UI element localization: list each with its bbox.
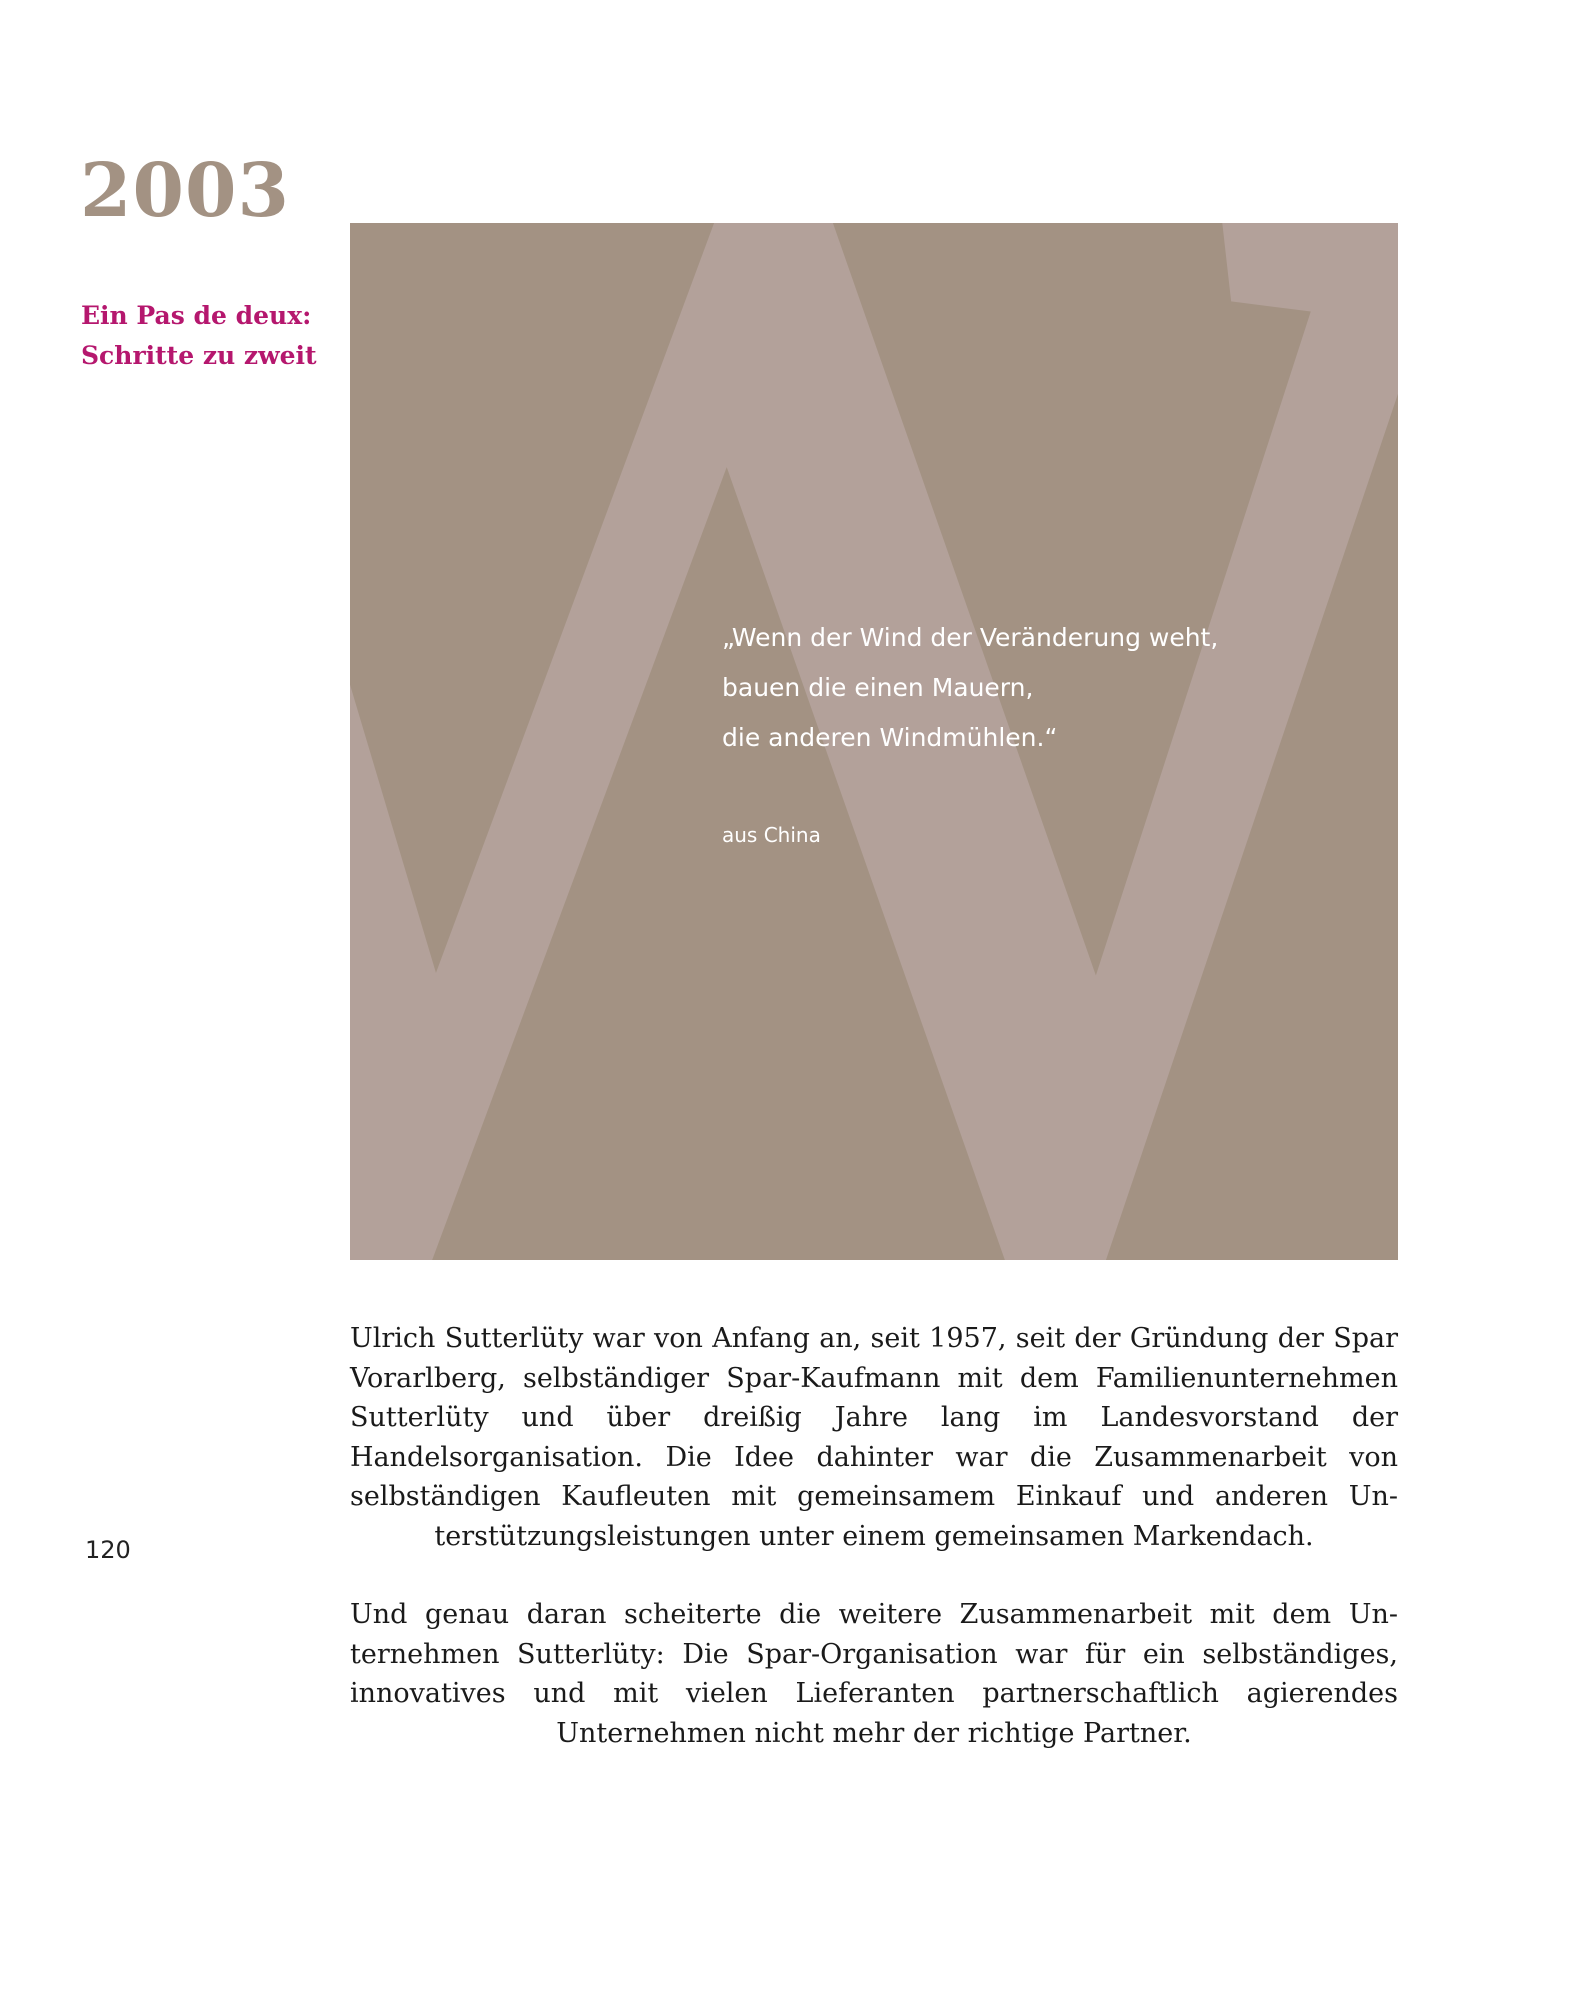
body-paragraph-2: Und genau daran scheiterte die weitere Zusammenarbeit mit dem Unternehmen Sutterlüty: Die Spar-Organisation war für ein selbständiges, innovatives und mit vielen Lieferanten partnerschaftlich agierendes Unternehmen nicht mehr der richtige Partner.: [350, 1599, 1398, 1749]
chapter-subtitle: [81, 296, 317, 376]
page-number: 120: [85, 1536, 131, 1564]
body-paragraph-1: Ulrich Sutterlüty war von Anfang an, seit 1957, seit der Gründung der Spar Vorarlberg, selbständiger Spar-Kaufmann mit dem Familienunternehmen Sutterlüty und über dreißig Jahre lang im Landesvorstand der Handelsorganisation. Die Idee dahinter war die Zusammenarbeit von selbständigen Kaufleuten mit gemeinsamem Einkauf und anderen Unterstützungsleistungen unter einem gemeinsamen Markendach.: [350, 1323, 1398, 1552]
quote-text: „Wenn der Wind der Veränderung weht, bauen die einen Mauern, die anderen Windmühlen.“: [722, 623, 1219, 752]
quote-source: aus China: [722, 823, 821, 847]
year-heading: 2003: [80, 148, 290, 234]
quote-panel: [350, 223, 1398, 1260]
subtitle-line-1: Ein Pas de deux:: [81, 301, 312, 330]
subtitle-line-2: Schritte zu zweit: [81, 341, 317, 370]
